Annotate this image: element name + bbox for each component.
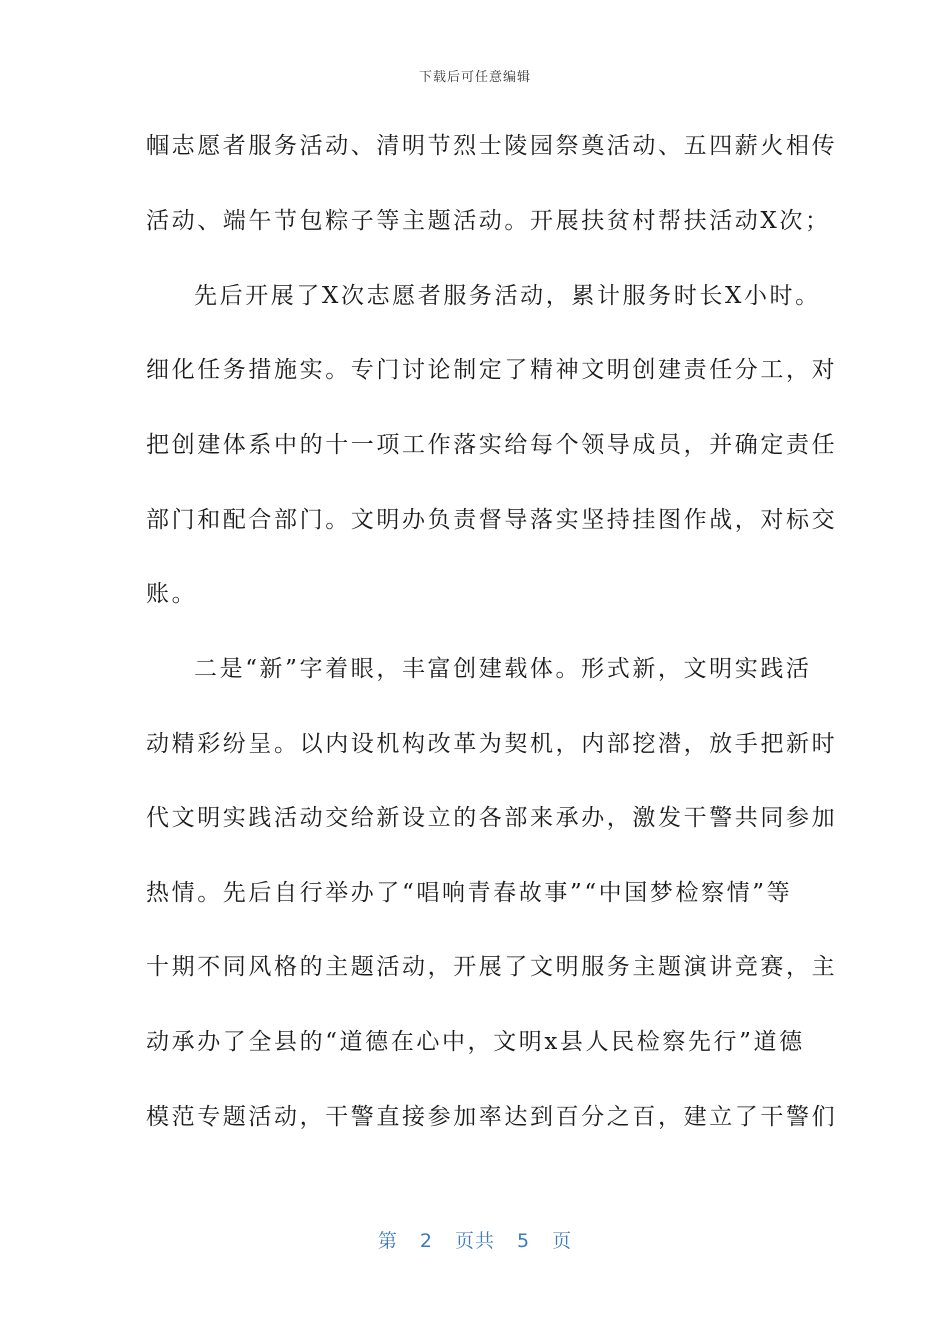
page-prefix: 第 (377, 1230, 398, 1252)
text-line: 账。 (146, 581, 198, 607)
text-line: 热情。先后自行举办了“唱响青春故事”“中国梦检察情”等 (146, 880, 793, 906)
page-total: 5 (517, 1230, 531, 1252)
text-line: 细化任务措施实。专门讨论制定了精神文明创建责任分工，对 (146, 357, 838, 383)
text-line: 模范专题活动，干警直接参加率达到百分之百，建立了干警们 (146, 1104, 838, 1130)
page-current: 2 (419, 1230, 433, 1252)
text-line: 帼志愿者服务活动、清明节烈士陵园祭奠活动、五四薪火相传 (146, 133, 838, 159)
text-line: 部门和配合部门。文明办负责督导落实坚持挂图作战，对标交 (146, 507, 838, 533)
text-line: 动承办了全县的“道德在心中，文明x县人民检察先行”道德 (146, 1029, 805, 1055)
text-line: 活动、端午节包粽子等主题活动。开展扶贫村帮扶活动X次； (146, 208, 831, 234)
text-line: 先后开展了X次志愿者服务活动，累计服务时长X小时。 (194, 283, 821, 309)
page-footer (0, 1226, 950, 1253)
page-suffix: 页 (552, 1230, 573, 1252)
text-line: 二是“新”字着眼，丰富创建载体。形式新，文明实践活 (194, 656, 812, 682)
page-middle: 页共 (454, 1230, 495, 1252)
page-header: 下载后可任意编辑 (418, 70, 531, 85)
text-line: 动精彩纷呈。以内设机构改革为契机，内部挖潜，放手把新时 (146, 731, 838, 757)
text-line: 代文明实践活动交给新设立的各部来承办，激发干警共同参加 (146, 805, 838, 831)
text-line: 把创建体系中的十一项工作落实给每个领导成员，并确定责任 (146, 432, 838, 458)
text-line: 十期不同风格的主题活动，开展了文明服务主题演讲竞赛，主 (146, 954, 838, 980)
